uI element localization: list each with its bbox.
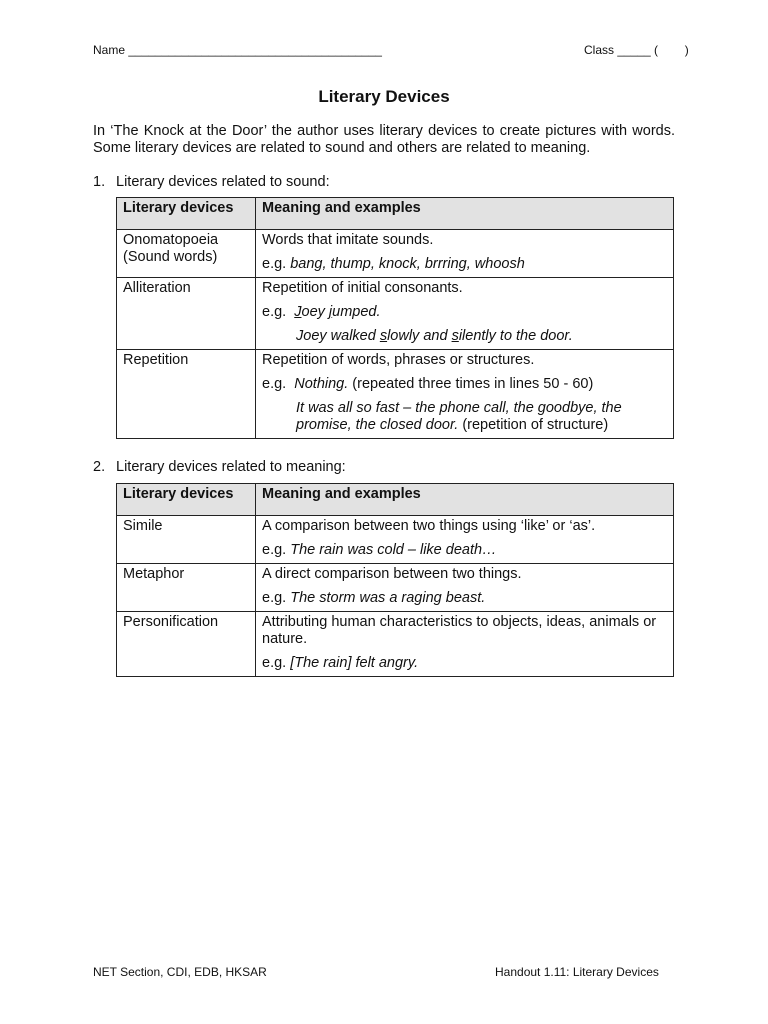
device-example: e.g. bang, thump, knock, brrring, whoosh [262, 256, 525, 272]
device-term: Repetition [117, 350, 256, 439]
class-field-label: Class _____ ( ) [584, 43, 689, 57]
section-2-number: 2. [93, 459, 106, 475]
device-meaning-cell [256, 350, 674, 439]
device-example: e.g. [The rain] felt angry. [262, 655, 419, 671]
device-meaning-cell [256, 230, 674, 278]
device-meaning-cell [256, 278, 674, 350]
device-meaning: Attributing human characteristics to objects, ideas, animals or nature. [262, 614, 657, 647]
device-term: Simile [117, 516, 256, 564]
page-title: Literary Devices [318, 87, 450, 106]
device-meaning-cell [256, 612, 674, 677]
section-1-heading [93, 174, 330, 190]
device-meaning-cell [256, 564, 674, 612]
device-meaning: Repetition of words, phrases or structures. [262, 352, 535, 368]
device-meaning: Repetition of initial consonants. [262, 280, 463, 296]
intro-paragraph: In ‘The Knock at the Door’ the author uses literary devices to create pictures with words. Some literary devices are related to sound and others are related to meaning. [93, 123, 675, 156]
column-header-devices: Literary devices [117, 198, 256, 230]
device-meaning-cell [256, 516, 674, 564]
device-meaning: Words that imitate sounds. [262, 232, 434, 248]
sound-devices-table [116, 197, 674, 439]
column-header-devices: Literary devices [117, 484, 256, 516]
table-header-row [117, 484, 674, 516]
table-row-onomatopoeia [117, 230, 674, 278]
device-term: Alliteration [117, 278, 256, 350]
column-header-meaning: Meaning and examples [256, 484, 674, 516]
meaning-devices-table [116, 483, 674, 677]
name-field-label: Name ______________________________________ [93, 43, 382, 57]
device-example: e.g. Joey jumped. [262, 304, 381, 320]
device-example: e.g. The storm was a raging beast. [262, 590, 486, 606]
table-row-simile [117, 516, 674, 564]
footer-handout-title: Handout 1.11: Literary Devices [495, 965, 659, 979]
section-2-title: Literary devices related to meaning: [116, 459, 346, 475]
device-term: Personification [117, 612, 256, 677]
device-example-2: Joey walked slowly and silently to the door. [296, 328, 573, 344]
device-meaning: A direct comparison between two things. [262, 566, 522, 582]
table-header-row [117, 198, 674, 230]
device-example: e.g. Nothing. (repeated three times in lines 50 - 60) [262, 376, 594, 392]
column-header-meaning: Meaning and examples [256, 198, 674, 230]
section-1-number: 1. [93, 174, 106, 190]
device-meaning: A comparison between two things using ‘like’ or ‘as’. [262, 518, 596, 534]
table-row-alliteration [117, 278, 674, 350]
section-2-heading [93, 459, 346, 475]
footer-source: NET Section, CDI, EDB, HKSAR [93, 965, 267, 979]
section-1-title: Literary devices related to sound: [116, 174, 330, 190]
device-example-2: It was all so fast – the phone call, the goodbye, the promise, the closed door. (repetition of structure) [296, 400, 622, 433]
table-row-metaphor [117, 564, 674, 612]
device-term: Onomatopoeia (Sound words) [117, 230, 256, 278]
table-row-repetition [117, 350, 674, 439]
device-term: Metaphor [117, 564, 256, 612]
device-example: e.g. The rain was cold – like death… [262, 542, 497, 558]
table-row-personification [117, 612, 674, 677]
